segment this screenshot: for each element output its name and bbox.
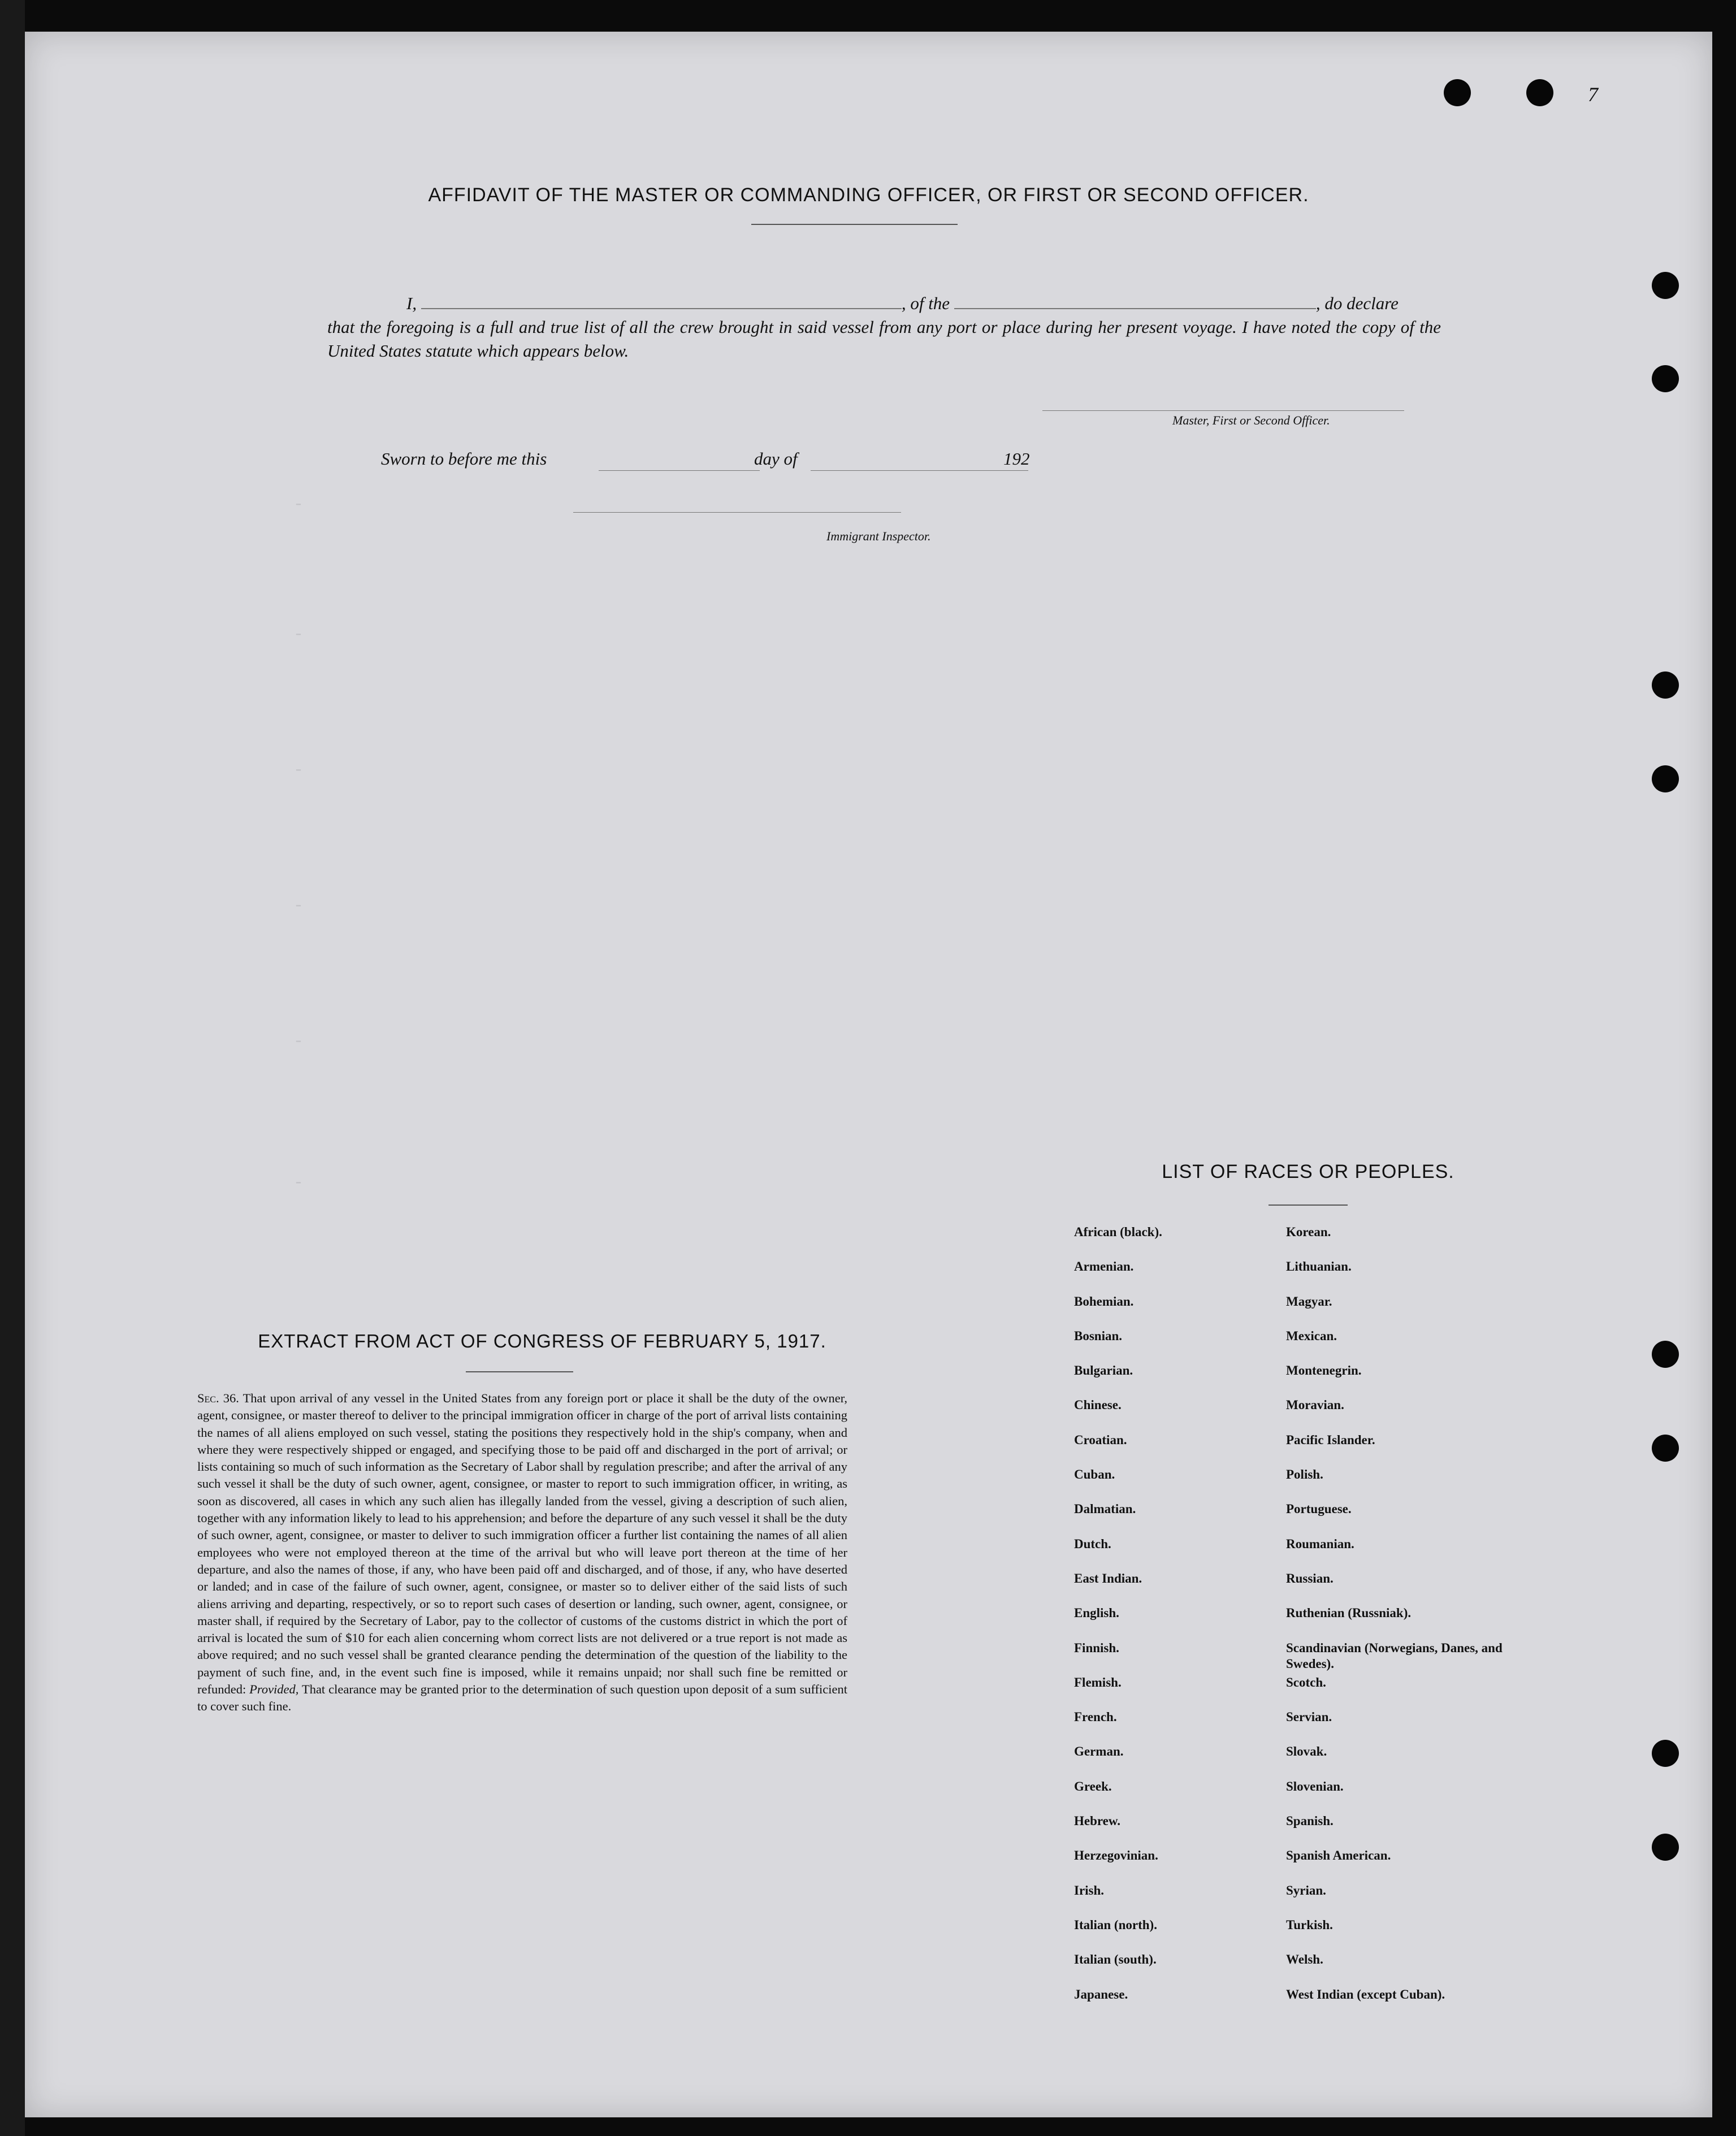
punch-hole — [1652, 671, 1679, 699]
race-entry: Spanish. — [1286, 1814, 1334, 1829]
punch-hole — [1652, 272, 1679, 299]
punch-hole — [1652, 1341, 1679, 1368]
race-entry: Turkish. — [1286, 1917, 1333, 1932]
races-list — [1074, 1224, 1538, 2021]
race-entry: Hebrew. — [1074, 1814, 1120, 1829]
bleed-through-mark: - — [293, 1173, 304, 1193]
race-entry: German. — [1074, 1744, 1124, 1759]
punch-hole — [1526, 79, 1553, 106]
race-entry: Pacific Islander. — [1286, 1432, 1375, 1447]
race-entry: Roumanian. — [1286, 1536, 1354, 1551]
race-entry: Dalmatian. — [1074, 1502, 1136, 1517]
race-entry: Armenian. — [1074, 1259, 1134, 1274]
inspector-caption: Immigrant Inspector. — [826, 529, 931, 543]
race-entry: Japanese. — [1074, 1987, 1128, 2001]
extract-title: EXTRACT FROM ACT OF CONGRESS OF FEBRUARY 5, 1917. — [258, 1331, 826, 1351]
race-entry: Ruthenian (Russniak). — [1286, 1606, 1412, 1621]
day-of-label: day of — [754, 449, 798, 469]
race-entry: Herzegovinian. — [1074, 1848, 1158, 1863]
sworn-month-field[interactable] — [811, 470, 1028, 471]
race-entry: Bulgarian. — [1074, 1363, 1133, 1378]
race-entry: Slovak. — [1286, 1744, 1327, 1759]
race-entry: Russian. — [1286, 1571, 1334, 1585]
race-entry: Scotch. — [1286, 1675, 1326, 1689]
race-entry: Welsh. — [1286, 1952, 1323, 1967]
provided-text: That clearance may be granted prior to the determination of such question upon deposit of a sum sufficient to cover such fine. — [197, 1682, 848, 1714]
race-entry: Chinese. — [1074, 1398, 1122, 1413]
race-entry: Lithuanian. — [1286, 1259, 1352, 1274]
bleed-through-mark: - — [293, 1032, 304, 1051]
punch-hole — [1444, 79, 1471, 106]
signature-caption: Master, First or Second Officer. — [1172, 413, 1330, 427]
bleed-through-mark: - — [293, 495, 304, 514]
section-36-text — [197, 1390, 847, 1715]
title-underline — [751, 224, 958, 225]
race-entry: Bosnian. — [1074, 1328, 1123, 1343]
section-label: Sec. 36. — [197, 1391, 239, 1405]
punch-hole — [1652, 1834, 1679, 1861]
race-entry: Spanish American. — [1286, 1848, 1391, 1863]
race-entry: Portuguese. — [1286, 1502, 1352, 1517]
race-entry: Mexican. — [1286, 1328, 1337, 1343]
punch-hole — [1652, 1740, 1679, 1767]
vessel-name-field[interactable] — [954, 308, 1316, 309]
race-entry: Polish. — [1286, 1467, 1323, 1482]
punch-hole — [1652, 765, 1679, 792]
race-entry: Scandinavian (Norwegians, Danes, and Swedes). — [1286, 1640, 1503, 1671]
race-entry: West Indian (except Cuban). — [1286, 1987, 1445, 2001]
race-entry: Croatian. — [1074, 1432, 1127, 1447]
page-left-edge — [0, 0, 25, 2136]
punch-hole — [1652, 365, 1679, 392]
race-entry: Magyar. — [1286, 1294, 1332, 1309]
inspector-signature-line[interactable] — [573, 512, 901, 513]
race-entry: Dutch. — [1074, 1536, 1111, 1551]
race-entry: Montenegrin. — [1286, 1363, 1362, 1378]
bleed-through-mark: - — [293, 761, 304, 780]
declaration-first-line: I, , of the , do declare — [406, 293, 1399, 313]
race-entry: French. — [1074, 1710, 1117, 1725]
race-entry: Korean. — [1286, 1225, 1331, 1239]
race-entry: Slovenian. — [1286, 1779, 1344, 1793]
races-title: LIST OF RACES OR PEOPLES. — [1162, 1161, 1454, 1182]
race-entry: Servian. — [1286, 1710, 1332, 1725]
race-entry: Italian (north). — [1074, 1917, 1157, 1932]
race-entry: Bohemian. — [1074, 1294, 1134, 1309]
sworn-day-field[interactable] — [599, 470, 760, 471]
section-body: That upon arrival of any vessel in the United States from any foreign port or place it shall be the duty of the owner, agent, consignee, or master thereof to deliver to the principal immigration officer in charge of the port of arrival lists containing the names of all aliens employed on such vessel, stating the positions they respectively hold in the ship's company, when and where they were respectively shipped or engaged, and specifying those to be paid off and discharged in the port of arrival; or lists containing so much of such information as the Secretary of Labor shall by regulation prescribe; and after the arrival of any such vessel it shall be the duty of such owner, agent, consignee, or master to report to such immigration officer, in writing, as soon as discovered, all cases in which any such alien has illegally landed from the vessel, giving a description of such alien, together with any information likely to lead to his apprehension; and before the departure of any such vessel it shall be the duty of such owner, agent, consignee, or master to deliver to such immigration officer a further list containing the names of all alien employees who were not employed thereon at the time of the arrival but who will leave port thereon at the time of her departure, and also the names of those, if any, who have been paid off and discharged, and of those, if any, who have deserted or landed; and in case of the failure of such owner, agent, consignee, or master so to deliver either of the said lists of such aliens arriving and departing, respectively, or so to report such cases of desertion or landing, such owner, agent, consignee, or master shall, if required by the Secretary of Labor, pay to the collector of customs of the customs district in which the port of arrival is located the sum of $10 for each alien concerning whom correct lists are not delivered or a true report is not made as above required; and no such vessel shall be granted clearance pending the determination of the question of the liability to the payment of such fine, and, in the event such fine is imposed, while it remains unpaid; nor shall such fine be remitted or refunded: — [197, 1391, 848, 1697]
corner-mark: 7 — [1588, 83, 1598, 106]
race-entry: East Indian. — [1074, 1571, 1142, 1585]
signature-line[interactable] — [1042, 410, 1404, 411]
bleed-through-mark: - — [293, 896, 304, 916]
race-entry: Moravian. — [1286, 1398, 1344, 1413]
punch-hole — [1652, 1435, 1679, 1462]
affidavit-title: AFFIDAVIT OF THE MASTER OR COMMANDING OFFICER, OR FIRST OR SECOND OFFICER. — [428, 184, 1309, 206]
race-entry: Cuban. — [1074, 1467, 1115, 1482]
race-entry: Finnish. — [1074, 1640, 1119, 1655]
declaration-body: that the foregoing is a full and true list of all the crew brought in said vessel from any port or place during her present voyage. I have noted the copy of the United States statute which appears below. — [327, 317, 1441, 361]
race-entry: Greek. — [1074, 1779, 1112, 1793]
race-entry: Flemish. — [1074, 1675, 1122, 1689]
manifest-page — [25, 32, 1712, 2117]
year-prefix: 192 — [1003, 449, 1030, 469]
extract-title-underline — [466, 1371, 573, 1372]
affidavit-declaration — [327, 292, 1441, 363]
sworn-prefix: Sworn to before me this — [381, 449, 547, 469]
race-entry: Irish. — [1074, 1883, 1105, 1897]
race-entry: Italian (south). — [1074, 1952, 1157, 1967]
declarant-name-field[interactable] — [421, 308, 902, 309]
race-entry: African (black). — [1074, 1225, 1162, 1239]
race-entry: Syrian. — [1286, 1883, 1326, 1897]
bleed-through-mark: - — [293, 625, 304, 644]
race-entry: English. — [1074, 1606, 1119, 1621]
provided-label: Provided, — [249, 1682, 299, 1697]
races-title-underline — [1269, 1205, 1348, 1206]
